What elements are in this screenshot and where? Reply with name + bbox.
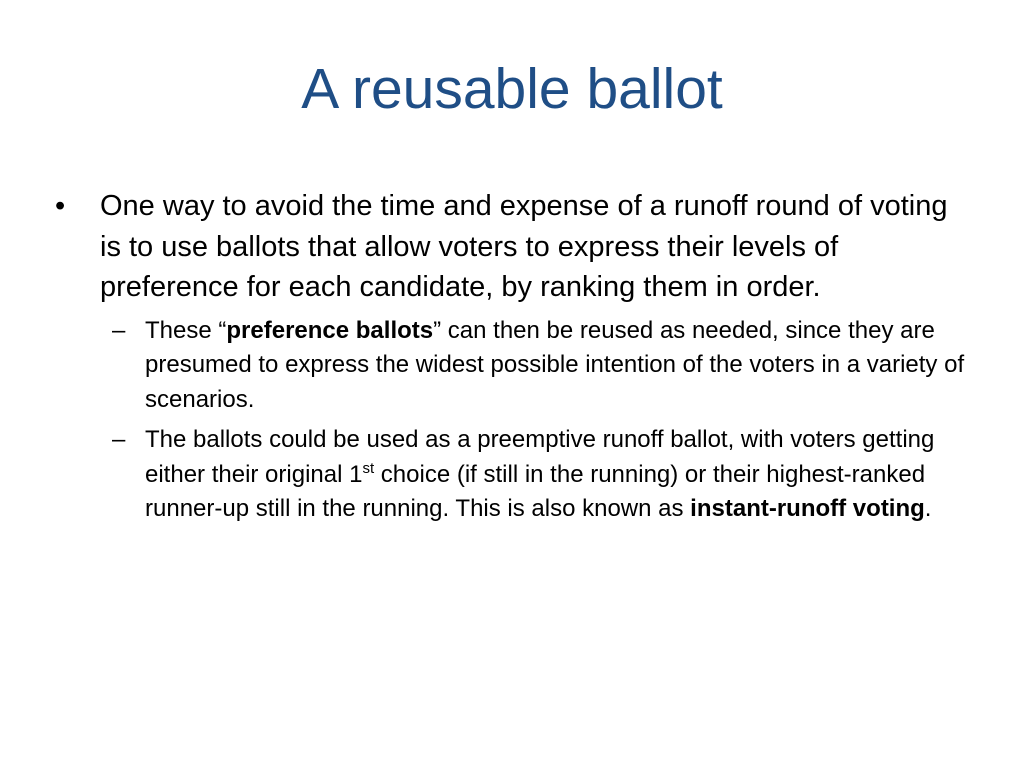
text-segment: choice (if still in the running) or their highest-ranked runner-up still in the running. This is also known as	[145, 460, 926, 522]
slide-title: A reusable ballot	[301, 57, 723, 121]
sub-bullet-text	[145, 426, 934, 522]
text-segment: The ballots could be used as a preemptive runoff ballot, with voters getting either their original 1	[145, 426, 935, 488]
bullet-item	[55, 186, 975, 308]
bullet-text: One way to avoid the time and expense of a runoff round of voting is to use ballots that allow voters to express their levels of preference for each candidate, by ranking them in order.	[100, 190, 948, 303]
text-segment: .	[924, 495, 932, 522]
bullet-marker: •	[55, 190, 66, 222]
sub-bullet-list	[112, 314, 975, 527]
sub-bullet-text	[145, 317, 964, 413]
dash-marker: –	[112, 316, 126, 344]
bold-term: instant-runoff voting	[690, 495, 925, 522]
text-segment: These “	[145, 316, 227, 344]
bold-term: preference ballots	[226, 316, 434, 344]
dash-marker: –	[112, 426, 126, 453]
ordinal-superscript: st	[362, 459, 375, 477]
text-segment: ” can then be reused as needed, since they are presumed to express the widest possible intention of the voters in a variety of scenarios.	[145, 316, 965, 413]
sub-bullet-item	[112, 314, 975, 418]
sub-bullet-item	[112, 423, 975, 527]
slide-body	[55, 186, 975, 533]
